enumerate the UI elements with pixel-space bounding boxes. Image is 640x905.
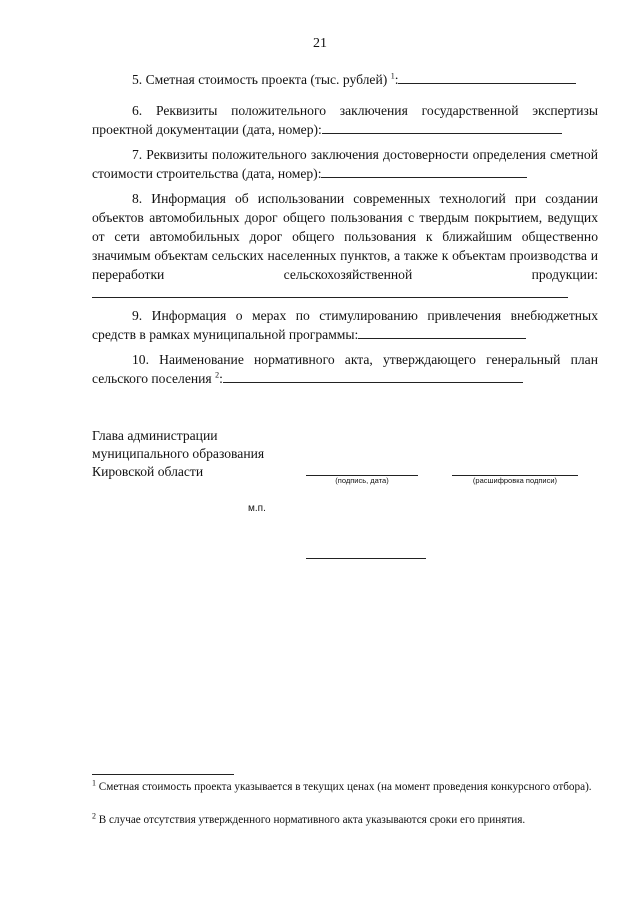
item-colon: : bbox=[219, 371, 223, 386]
item-text: 10. Наименование нормативного акта, утверждающего генеральный план сельского поселения bbox=[92, 352, 598, 386]
fill-line[interactable] bbox=[398, 71, 576, 84]
footnote-ref: 1 bbox=[390, 71, 395, 81]
footnote-2 bbox=[92, 812, 600, 828]
signature-caption: (подпись, дата) bbox=[335, 476, 389, 485]
footnote-text: Сметная стоимость проекта указывается в текущих ценах (на момент проведения конкурсного отбора). bbox=[98, 781, 592, 793]
stamp-mark: м.п. bbox=[248, 503, 266, 514]
page-number: 21 bbox=[313, 36, 327, 51]
item-text: 5. Сметная стоимость проекта (тыс. рублей) bbox=[132, 72, 388, 87]
signatory-title-line: муниципального образования bbox=[92, 446, 265, 461]
signatory-title bbox=[92, 427, 264, 481]
footnote-ref: 2 bbox=[215, 370, 220, 380]
item-extrabudgetary bbox=[92, 306, 598, 344]
signature-field[interactable] bbox=[306, 474, 418, 485]
item-text: 8. Информация об использовании современных технологий при создании объектов автомобильных дорог общего пользования с твердым покрытием, ведущих от сети автомобильных дорог общего пользования к ближайшим общественно значимым объектам сельских населенных пунктов, а также к объектам производства и переработки сельскохозяйственной продукции: bbox=[92, 191, 598, 282]
item-estimated-cost bbox=[92, 70, 598, 89]
footnote-mark: 2 bbox=[92, 811, 96, 821]
item-text: 9. Информация о мерах по стимулированию привлечения внебюджетных средств в рамках муниципальной программы: bbox=[92, 308, 598, 342]
signatory-title-line: Кировской области bbox=[92, 464, 204, 479]
item-cost-reliability bbox=[92, 145, 598, 183]
item-general-plan bbox=[92, 350, 598, 388]
fill-line[interactable] bbox=[92, 285, 568, 298]
footnote-mark: 1 bbox=[92, 778, 96, 788]
item-text: 6. Реквизиты положительного заключения государственной экспертизы проектной документации (дата, номер): bbox=[92, 103, 598, 137]
fill-line[interactable] bbox=[322, 121, 562, 134]
footnote-text: В случае отсутствия утвержденного нормативного акта указываются сроки его принятия. bbox=[98, 814, 526, 826]
item-state-expertise bbox=[92, 101, 598, 139]
signature-decoding-field[interactable] bbox=[452, 474, 578, 485]
item-modern-technologies bbox=[92, 189, 598, 303]
footnote-separator bbox=[92, 774, 234, 775]
item-text: 7. Реквизиты положительного заключения достоверности определения сметной стоимости строительства (дата, номер): bbox=[92, 147, 598, 181]
fill-line[interactable] bbox=[321, 165, 527, 178]
signatory-title-line: Глава администрации bbox=[92, 428, 218, 443]
decoding-caption: (расшифровка подписи) bbox=[472, 476, 558, 485]
item-colon: : bbox=[394, 72, 399, 87]
footnote-1 bbox=[92, 779, 600, 795]
stamp-line bbox=[306, 558, 426, 559]
fill-line[interactable] bbox=[223, 370, 523, 383]
fill-line[interactable] bbox=[358, 326, 526, 339]
